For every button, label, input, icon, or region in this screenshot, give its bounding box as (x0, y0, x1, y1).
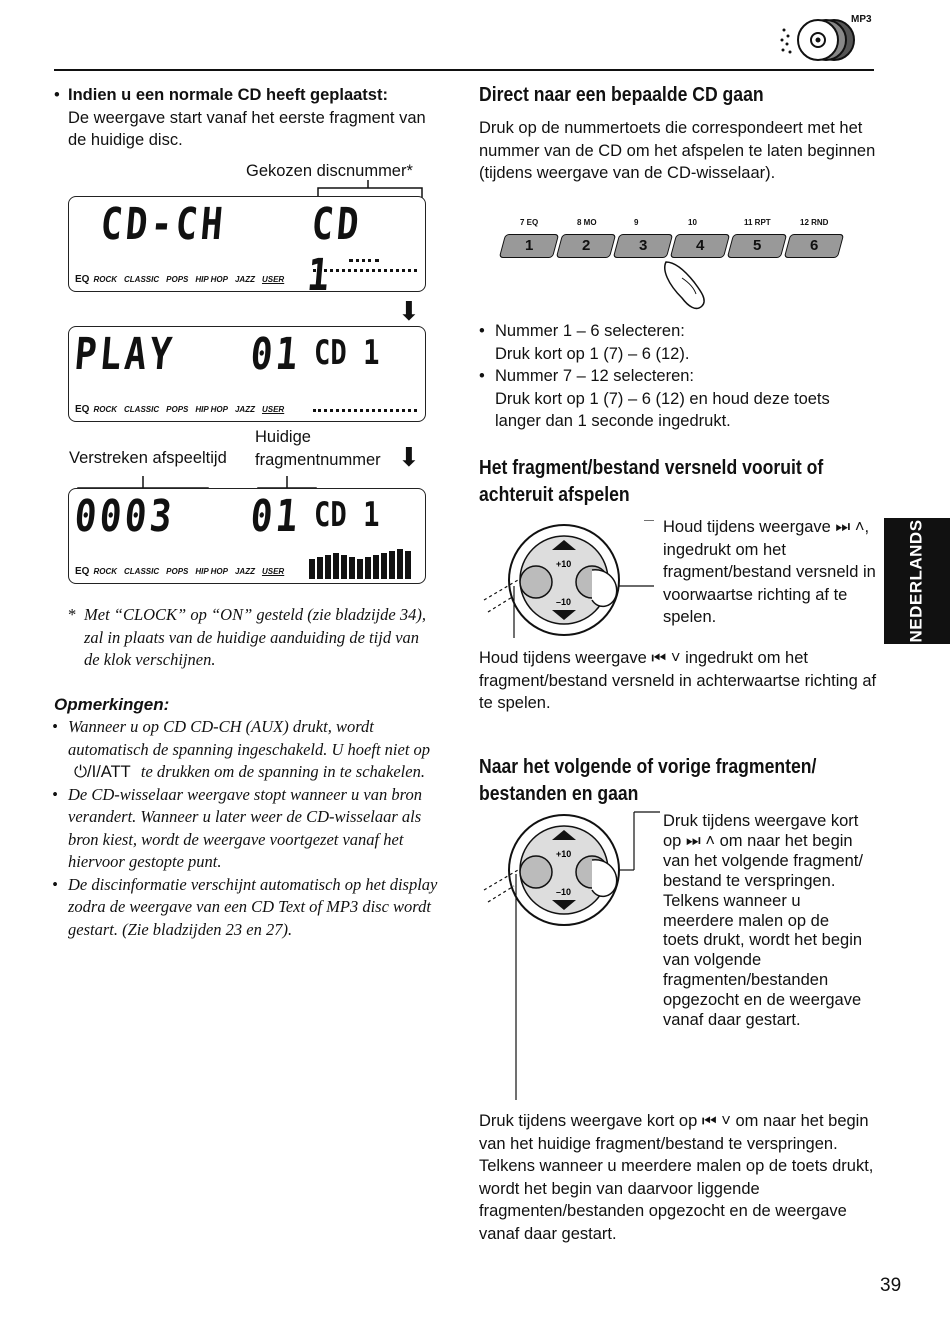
svg-text:+10: +10 (556, 849, 572, 859)
key-5-button[interactable]: 5 (727, 234, 787, 258)
eq-row: EQ ROCK CLASSIC POPS HIP HOP JAZZ USER (75, 566, 285, 577)
key-3-button[interactable]: 3 (613, 234, 673, 258)
key-6-button[interactable]: 6 (784, 234, 844, 258)
arrow-down-icon: ⬇ (398, 442, 420, 472)
note-item: • De discinformatie verschijnt automatisch op het display zodra de weergave van een CD Text of MP3 disc wordt gestart. (Zie bladzijden 23 en 27). (52, 874, 438, 939)
svg-text:+10: +10 (556, 559, 572, 569)
lcd2-track-text: 01 (248, 329, 304, 380)
lcd3-track-text: 01 (248, 491, 304, 542)
notes-title: Opmerkingen: (54, 695, 170, 714)
footnote: * Met “CLOCK” op “ON” gesteld (zie bladzijde 34), zal in plaats van de huidige aanduiding de tijd van de klok verschijnen. (68, 605, 426, 669)
paragraph-previous-b: Telkens wanneer u meerdere malen op de toets drukt, wordt het begin van daarvoor liggende fragmenten/bestanden opgezocht en de weergave vanaf daar gestart. (479, 1157, 874, 1243)
callout-next: Druk tijdens weergave kort op ⏭ ˄ om naar het begin van het volgende fragment/ bestand te verspringen. Telkens wanneer u meerdere malen op de toets drukt, wordt het begin van volgende fragmenten/bestanden opgezocht en de weergave vanaf daar gestart. (663, 812, 863, 1030)
label-current-track: Huidige fragmentnummer (255, 428, 381, 469)
key-1-button[interactable]: 1 (499, 234, 559, 258)
mp3-label: MP3 (851, 14, 872, 25)
control-dial-diagram (474, 810, 664, 1100)
lcd-display-cdch (68, 196, 426, 301)
lcd2-main-text: PLAY (72, 329, 178, 380)
section-heading-next-prev: Naar het volgende of vorige fragmenten/ bestanden en gaan (479, 756, 817, 805)
number-keys (502, 234, 842, 260)
intro-text: De weergave start vanaf het eerste fragment van de huidige disc. (68, 108, 426, 149)
finger-press-icon (652, 258, 712, 316)
power-att-button-label: ⏻/I/ATT (74, 763, 131, 781)
intro-block: • Indien u een normale CD heeft geplaatst: De weergave start vanaf het eerste fragment van de huidige disc. (54, 86, 426, 149)
lcd3-disc-text: CD 1 (314, 495, 380, 535)
key-4-button[interactable]: 4 (670, 234, 730, 258)
number-select-list (479, 320, 879, 433)
control-dial-diagram (474, 520, 654, 640)
eq-row: EQ ROCK CLASSIC POPS HIP HOP JAZZ USER (75, 404, 285, 415)
label-elapsed-time: Verstreken afspeeltijd (69, 449, 227, 467)
language-tab: NEDERLANDS (884, 518, 950, 644)
notes-list (52, 716, 446, 941)
lcd-display-time (68, 488, 426, 584)
list-item: • Nummer 7 – 12 selecteren: Druk kort op 1 (7) – 6 (12) en houd deze toets langer dan 1 seconde ingedrukt. (479, 367, 830, 430)
label-chosen-disc: Gekozen discnummer* (246, 162, 413, 180)
svg-text:–10: –10 (556, 597, 572, 607)
paragraph-previous-a: Druk tijdens weergave kort op ⏮ ˅ om naar het begin van het huidige fragment/bestand te verspringen. (479, 1112, 869, 1153)
lcd3-time-text: 0003 (72, 491, 178, 542)
lcd1-main-text: CD-CH (98, 199, 229, 250)
arrow-down-icon: ⬇ (398, 296, 420, 326)
section-heading-fast-forward: Het fragment/bestand versneld vooruit of achteruit afspelen (479, 457, 824, 506)
lcd-display-play (68, 326, 426, 422)
key-2-button[interactable]: 2 (556, 234, 616, 258)
eq-row: EQ ROCK CLASSIC POPS HIP HOP JAZZ USER (75, 274, 285, 285)
list-item: • Nummer 1 – 6 selecteren: Druk kort op 1 (7) – 6 (12). (479, 322, 690, 363)
svg-text:–10: –10 (556, 887, 572, 897)
page-number: 39 (880, 1275, 902, 1296)
paragraph-direct-cd: Druk op de nummertoets die correspondeert met het nummer van de CD om het afspelen te laten beginnen (tijdens weergave van de CD-wisselaar). (479, 119, 876, 182)
intro-bold: Indien u een normale CD heeft geplaatst: (68, 86, 388, 104)
callout-forward: Houd tijdens weergave ⏭ ˄, ingedrukt om het fragment/bestand versneld in voorwaartse richting af te spelen. (663, 518, 876, 626)
paragraph-previous (479, 1110, 879, 1245)
note-item: • De CD-wisselaar weergave stopt wanneer u van bron verandert. Wanneer u later weer de CD-wisselaar als bron kiest, wordt de weergave voortgezet vanaf het hiervoor gestopte punt. (52, 784, 422, 871)
lcd2-disc-text: CD 1 (314, 333, 380, 373)
note-item: • Wanneer u op CD CD-CH (AUX) drukt, wordt automatisch de spanning ingeschakeld. U hoeft niet op ⏻/I/ATT te drukken om de spanning in te schakelen. (52, 717, 431, 781)
lcd1-disc-text: CD 1 (305, 199, 365, 301)
paragraph-backward: Houd tijdens weergave ⏮ ˅ ingedrukt om het fragment/bestand versneld in achterwaartse richting af te spelen. (479, 649, 877, 712)
spectrum-bars (309, 549, 419, 579)
header-rule (54, 69, 874, 71)
section-heading-direct-cd: Direct naar een bepaalde CD gaan (479, 84, 764, 106)
